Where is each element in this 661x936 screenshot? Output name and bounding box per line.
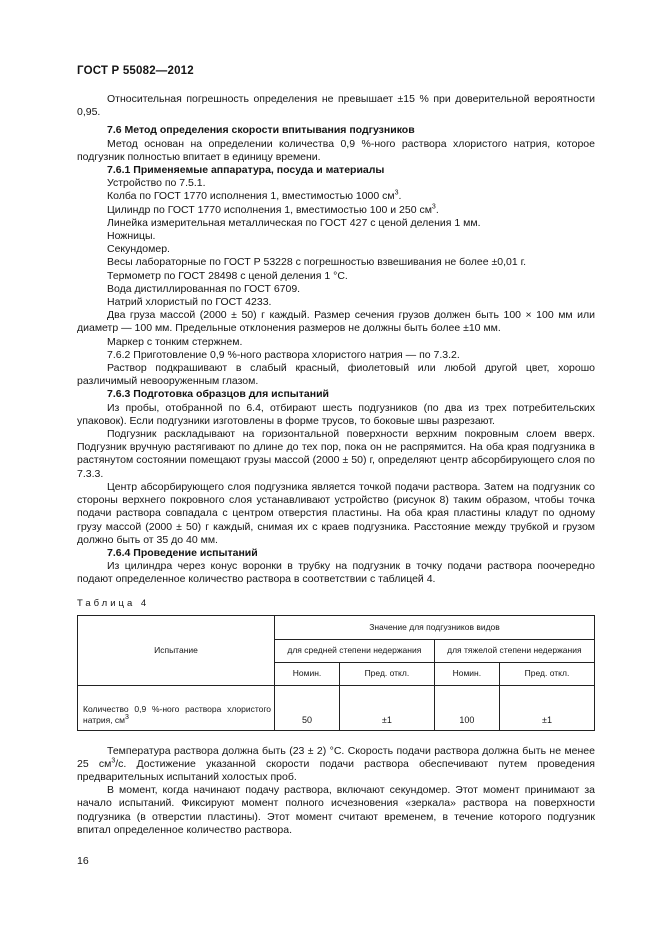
- section-heading-7-6: 7.6 Метод определения скорости впитывания подгузников: [107, 124, 415, 137]
- paragraph: В момент, когда начинают подачу раствора, включают секундомер. Этот момент принимают за начало испытаний. Фиксируют момент полного исчезновения «зеркала» раствора на поверхности подгузника (в отверстии пластины). Этот момент считают временем, в течение которого подгузник впитал определенное количество раствора.: [77, 784, 595, 836]
- list-item: Ножницы.: [107, 230, 156, 243]
- list-item: [77, 204, 595, 217]
- document-code-header: ГОСТ Р 55082—2012: [77, 65, 194, 77]
- page-number: 16: [77, 855, 89, 867]
- superscript: 3: [125, 713, 129, 721]
- table-header-deviation: Пред. откл.: [500, 662, 595, 685]
- paragraph: Из пробы, отобранной по 6.4, отбирают шесть подгузников (по два из трех потребительских упаковок). Если подгузники изготовлены в форме трусов, то боковые швы разрезают.: [77, 401, 595, 427]
- superscript: 3: [394, 189, 399, 197]
- page-content: [77, 93, 595, 837]
- paragraph: Из цилиндра через конус воронки в трубку на подгузник в точку подачи раствора поочередно подают определенное количество раствора в соответствии с таблицей 4.: [77, 560, 595, 586]
- table-header-medium: для средней степени недержания: [275, 639, 435, 662]
- table-cell: ±1: [340, 685, 435, 730]
- superscript: 3: [111, 757, 116, 765]
- section-heading-7-6-3: 7.6.3 Подготовка образцов для испытаний: [107, 388, 329, 401]
- list-item: Термометр по ГОСТ 28498 с ценой деления 1 °С.: [107, 269, 348, 282]
- paragraph-text: Температура раствора должна быть (23 ± 2) °С. Скорость подачи раствора должна быть не менее 25 см: [77, 744, 595, 770]
- paragraph: [77, 745, 595, 785]
- table-header-nominal: Номин.: [275, 662, 340, 685]
- section-heading-7-6-4: 7.6.4 Проведение испытаний: [107, 546, 258, 559]
- paragraph: Метод основан на определении количества 0,9 %-ного раствора хлористого натрия, которое подгузник полностью впитает в единицу времени.: [77, 137, 595, 163]
- superscript: 3: [431, 203, 436, 211]
- table-4: [77, 615, 595, 731]
- table-header-deviation: Пред. откл.: [340, 662, 435, 685]
- paragraph: Подгузник раскладывают на горизонтальной поверхности верхним покровным слоем вверх. Подгузник вручную растягивают по длине до тех пор, пока он не распрямится. На оба края подгузника в растянутом состоянии помещают грузы массой (2000 ± 50) г, определяют центр абсорбирующего слоя по 7.3.3.: [77, 428, 595, 480]
- table-cell: ±1: [500, 685, 595, 730]
- list-item: Секундомер.: [107, 243, 170, 256]
- section-heading-7-6-1: 7.6.1 Применяемые аппаратура, посуда и материалы: [107, 164, 385, 177]
- table-header-heavy: для тяжелой степени недержания: [434, 639, 594, 662]
- list-item: Маркер с тонким стержнем.: [107, 335, 243, 348]
- list-item-text: Колба по ГОСТ 1770 исполнения 1, вместимостью 1000 см: [107, 190, 395, 203]
- table-title: Таблица 4: [77, 597, 150, 609]
- punctuation: .: [435, 203, 439, 216]
- table-header-test: Испытание: [78, 615, 275, 685]
- table-cell: 100: [434, 685, 499, 730]
- list-item: Два груза массой (2000 ± 50) г каждый. Размер сечения грузов должен быть 100 × 100 мм или диаметр — 100 мм. Предельные отклонения размеров не должны быть более ±10 мм.: [77, 309, 595, 335]
- list-item: Вода дистиллированная по ГОСТ 6709.: [107, 282, 301, 295]
- table-row: [78, 685, 595, 730]
- list-item: [77, 190, 595, 203]
- row-label-text: Количество 0,9 %-ного раствора хлористого натрия, см: [83, 703, 271, 725]
- punctuation: .: [398, 190, 402, 203]
- table-header-values: Значение для подгузников видов: [275, 615, 595, 639]
- list-item: Весы лабораторные по ГОСТ Р 53228 с погрешностью взвешивания не более ±0,01 г.: [107, 256, 527, 269]
- table-cell: 50: [275, 685, 340, 730]
- list-item: Натрий хлористый по ГОСТ 4233.: [107, 296, 272, 309]
- subsection-7-6-2: 7.6.2 Приготовление 0,9 %-ного раствора хлористого натрия — по 7.3.2.: [107, 348, 460, 361]
- list-item: Линейка измерительная металлическая по ГОСТ 427 с ценой деления 1 мм.: [107, 216, 481, 229]
- list-item-text: Цилиндр по ГОСТ 1770 исполнения 1, вместимостью 100 и 250 см: [107, 203, 432, 216]
- list-item: Устройство по 7.5.1.: [107, 177, 206, 190]
- table-header-nominal: Номин.: [434, 662, 499, 685]
- paragraph: Раствор подкрашивают в слабый красный, фиолетовый или любой другой цвет, хорошо различимый невооруженным глазом.: [77, 362, 595, 388]
- table-row-label: [78, 685, 275, 730]
- paragraph: Относительная погрешность определения не превышает ±15 % при доверительной вероятности 0,95.: [77, 93, 595, 119]
- paragraph: Центр абсорбирующего слоя подгузника является точкой подачи раствора. Затем на подгузник со стороны верхнего покровного слоя устанавливают устройство (рисунок 8) таким образом, чтобы точка подачи раствора совпадала с центром отверстия пластины. На оба края пластины кладут по одному грузу массой (2000 ± 50) г каждый, снимая их с краев подгузника. Расстояние между трубкой и грузом должно быть от 35 до 40 мм.: [77, 480, 595, 546]
- paragraph-text: /с. Достижение указанной скорости подачи раствора обеспечивают путем проведения предварительных испытаний холостых проб.: [77, 757, 595, 783]
